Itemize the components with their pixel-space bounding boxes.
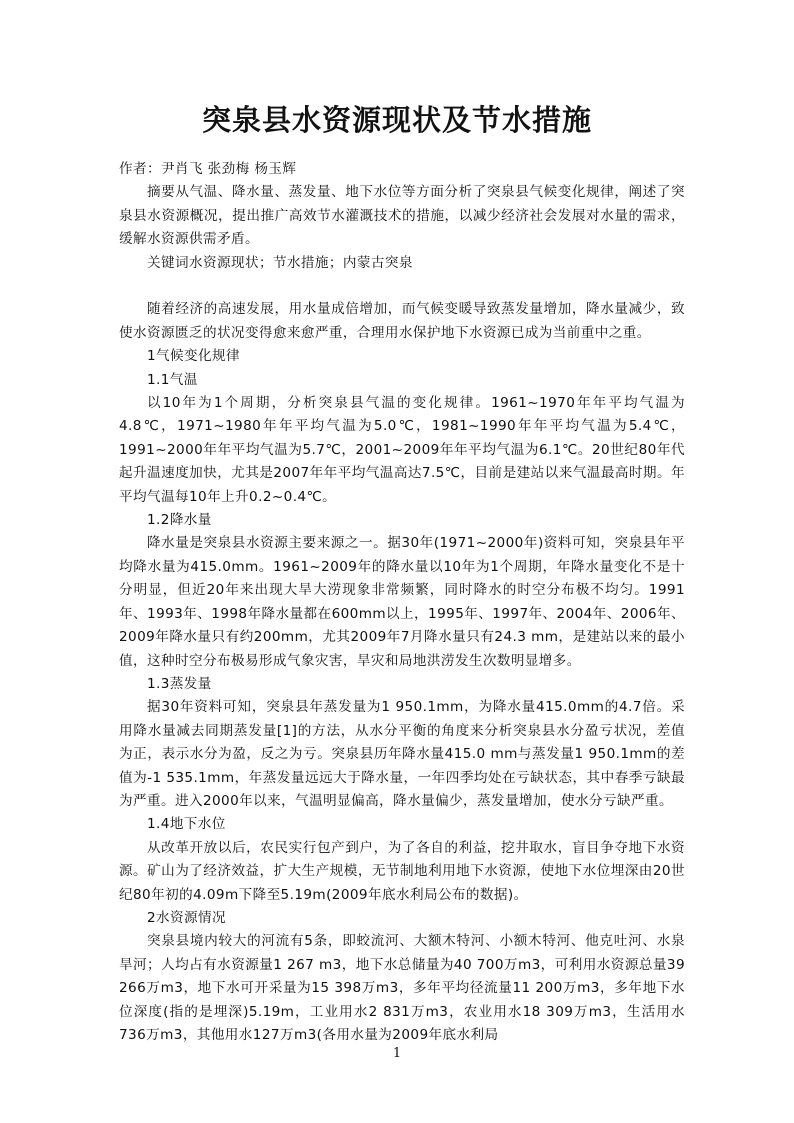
paragraph-temperature: 以10年为1个周期，分析突泉县气温的变化规律。1961~1970年年平均气温为4.8℃，1971~1980年年平均气温为5.0℃，1981~1990年年平均气温为5.4℃，1991~2000年年平均气温为5.7℃，2001~2009年年平均气温为6.1℃。20世纪80年代起升温速度加快，尤其是2007年年平均气温高达7.5℃，目前是建站以来气温最高时期。年平均气温每10年上升0.2~0.4℃。: [119, 395, 685, 505]
blank-line: [119, 275, 685, 298]
subsection-heading: 1.3蒸发量: [147, 675, 212, 692]
paragraph-evaporation: 据30年资料可知，突泉县年蒸发量为1 950.1mm，为降水量415.0mm的4.7倍。采用降水量减去同期蒸发量[1]的方法，从水分平衡的角度来分析突泉县水分盈亏状况，差值为正，表示水分为盈，反之为亏。突泉县历年降水量415.0 mm与蒸发量1 950.1mm的差值为-1 535.1mm，年蒸发量远远大于降水量，一年四季均处在亏缺状态，其中春季亏缺最为严重。进入2000年以来，气温明显偏高，降水量偏少，蒸发量增加，使水分亏缺严重。: [119, 699, 685, 809]
intro-paragraph: 随着经济的高速发展，用水量成倍增加，而气候变暖导致蒸发量增加，降水量减少，致使水资源匮乏的状况变得愈来愈严重，合理用水保护地下水资源已成为当前重中之重。: [119, 301, 685, 341]
section-heading: 2水资源情况: [147, 909, 227, 926]
subsection-heading: 1.2降水量: [147, 512, 212, 529]
abstract-paragraph: 摘要从气温、降水量、蒸发量、地下水位等方面分析了突泉县气候变化规律，阐述了突泉县水资源概况，提出推广高效节水灌溉技术的措施，以减少经济社会发展对水量的需求，缓解水资源供需矛盾。: [119, 184, 685, 248]
document-body: [119, 158, 685, 1047]
document-title: 突泉县水资源现状及节水措施: [201, 103, 592, 137]
subsection-heading: 1.1气温: [147, 371, 198, 388]
paragraph-groundwater: 从改革开放以后，农民实行包产到户，为了各自的利益，挖井取水，盲目争夺地下水资源。矿山为了经济效益，扩大生产规模，无节制地利用地下水资源，使地下水位埋深由20世纪80年初的4.09m下降至5.19m(2009年底水利局公布的数据)。: [119, 839, 685, 903]
section-heading: 1气候变化规律: [147, 348, 241, 365]
subsection-heading: 1.4地下水位: [147, 816, 226, 833]
authors-line: 作者：尹肖飞 张劲梅 杨玉辉: [119, 161, 297, 177]
page-number: 1: [392, 1046, 402, 1061]
paragraph-water-resources: 突泉县境内较大的河流有5条，即蛟流河、大额木特河、小额木特河、他克吐河、水泉旱河；人均占有水资源量1 267 m3，地下水总储量为40 700万m3，可利用水资源总量39 266万m3，地下水可开采量为15 398万m3，多年平均径流量11 200万m3，多年地下水位深度(指的是埋深)5.19m，工业用水2 831万m3，农业用水18 309万m3，生活用水736万m3，其他用水127万m3(各用水量为2009年底水利局: [119, 933, 685, 1044]
paragraph-precipitation: 降水量是突泉县水资源主要来源之一。据30年(1971~2000年)资料可知，突泉县年平均降水量为415.0mm。1961~2009年的降水量以10年为1个周期，年降水量变化不是十分明显，但近20年来出现大旱大涝现象非常频繁，同时降水的时空分布极不均匀。1991年、1993年、1998年降水量都在600mm以上，1995年、1997年、2004年、2006年、2009年降水量只有约200mm，尤其2009年7月降水量只有24.3 mm，是建站以来的最小值，这种时空分布极易形成气象灾害，旱灾和局地洪涝发生次数明显增多。: [119, 535, 685, 669]
keywords-line: 关键词水资源现状；节水措施；内蒙古突泉: [147, 254, 413, 271]
